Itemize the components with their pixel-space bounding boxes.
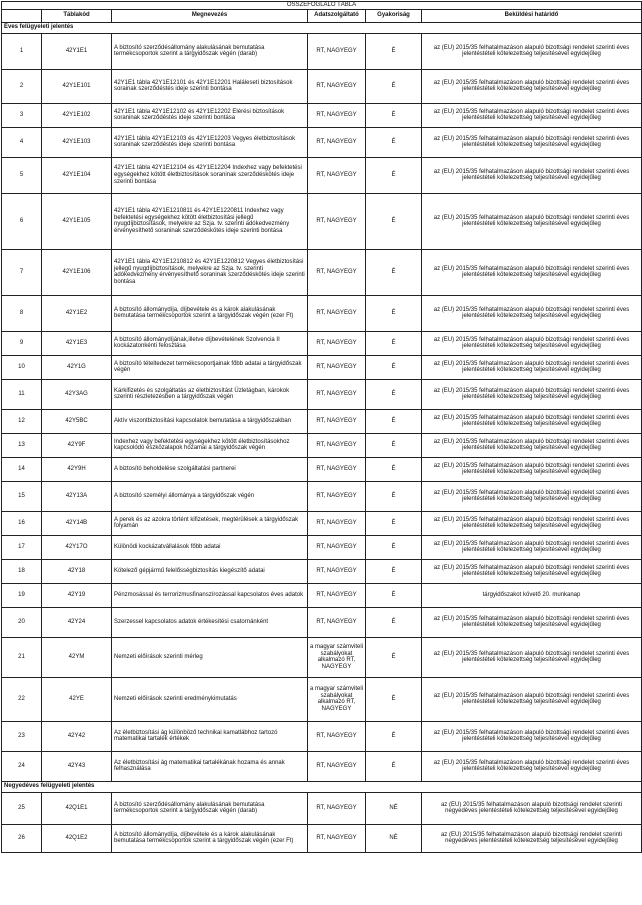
row-name: A biztosító állománydíja, díjbevétele és a károk alakulásának bemutatása termékcsoportok szerint a tárgyidőszak végén (ezer Ft) bbox=[112, 824, 308, 852]
row-provider: RT, NAGYEGY bbox=[308, 481, 366, 511]
row-provider: a magyar számviteli szabályokat alkalmazó RT, NAGYEGY bbox=[308, 637, 366, 677]
row-name: A biztosító tételtedezet termékcsoportjainak főbb adatai a tárgyidőszak végén bbox=[112, 355, 308, 379]
row-number: 10 bbox=[2, 355, 42, 379]
row-deadline: az (EU) 2015/35 felhatalmazáson alapuló bizottsági rendelet szerinti éves jelentéstételi kötelezettség teljesítésével egyidejűleg bbox=[422, 69, 642, 103]
row-provider: RT, NAGYEGY bbox=[308, 433, 366, 457]
row-frequency: NÉ bbox=[366, 824, 422, 852]
row-provider: RT, NAGYEGY bbox=[308, 103, 366, 127]
row-deadline: az (EU) 2015/35 felhatalmazáson alapuló bizottsági rendelet szerinti éves jelentéstételi kötelezettség teljesítésével egyidejűleg bbox=[422, 481, 642, 511]
row-number: 11 bbox=[2, 379, 42, 409]
row-code: 42Y1E105 bbox=[42, 193, 112, 249]
row-code: 42Y1E2 bbox=[42, 295, 112, 331]
table-row bbox=[2, 379, 642, 409]
row-deadline: az (EU) 2015/35 felhatalmazáson alapuló bizottsági rendelet szerinti éves jelentéstételi kötelezettség teljesítésével egyidejűleg bbox=[422, 637, 642, 677]
row-provider: RT, NAGYEGY bbox=[308, 249, 366, 295]
row-frequency: É bbox=[366, 559, 422, 583]
table-row bbox=[2, 583, 642, 607]
row-name: Szerzessel kapcsolatos adatok értékesítési csatornánként bbox=[112, 607, 308, 637]
table-row bbox=[2, 457, 642, 481]
header-number bbox=[2, 9, 42, 22]
row-name: Pénzmosással és terrorizmusfinanszírozással kapcsolatos éves adatok bbox=[112, 583, 308, 607]
row-number: 25 bbox=[2, 792, 42, 824]
table-row bbox=[2, 721, 642, 751]
row-frequency: É bbox=[366, 583, 422, 607]
row-code: 42Y1E103 bbox=[42, 127, 112, 157]
row-provider: RT, NAGYEGY bbox=[308, 511, 366, 535]
row-name: Kötelező gépjármű felelősségbiztosítás kiegészítő adatai bbox=[112, 559, 308, 583]
table-row bbox=[2, 535, 642, 559]
row-code: 42Q1E1 bbox=[42, 792, 112, 824]
table-row bbox=[2, 677, 642, 721]
row-number: 15 bbox=[2, 481, 42, 511]
row-deadline: az (EU) 2015/35 felhatalmazáson alapuló bizottsági rendelet szerinti éves jelentéstételi kötelezettség teljesítésével egyidejűleg bbox=[422, 127, 642, 157]
row-number: 12 bbox=[2, 409, 42, 433]
row-code: 42Y1E101 bbox=[42, 69, 112, 103]
table-row bbox=[2, 792, 642, 824]
row-frequency: É bbox=[366, 433, 422, 457]
row-deadline: az (EU) 2015/35 felhatalmazáson alapuló bizottsági rendelet szerinti éves jelentéstételi kötelezettség teljesítésével egyidejűleg bbox=[422, 677, 642, 721]
table-row bbox=[2, 295, 642, 331]
row-code: 42Y1E104 bbox=[42, 157, 112, 193]
row-frequency: É bbox=[366, 331, 422, 355]
row-name: 42Y1E1 tábla 42Y1E12102 és 42Y1E12202 Elérési biztosítások soraninak szerződéstés ideje szerinti bontása bbox=[112, 103, 308, 127]
row-provider: RT, NAGYEGY bbox=[308, 193, 366, 249]
table-row bbox=[2, 331, 642, 355]
row-provider: a magyar számviteli szabályokat alkalmazó RT, NAGYEGY bbox=[308, 677, 366, 721]
row-deadline: az (EU) 2015/35 felhatalmazáson alapuló bizottsági rendelet szerinti éves jelentéstételi kötelezettség teljesítésével egyidejűleg bbox=[422, 457, 642, 481]
row-code: 42YE bbox=[42, 677, 112, 721]
row-code: 42Y42 bbox=[42, 721, 112, 751]
header-code: Táblakód bbox=[42, 9, 112, 22]
row-provider: RT, NAGYEGY bbox=[308, 824, 366, 852]
row-provider: RT, NAGYEGY bbox=[308, 792, 366, 824]
row-number: 24 bbox=[2, 751, 42, 781]
row-name: 42Y1E1 tábla 42Y1E12104 és 42Y1E12204 Indexhez vagy befektetési egységekhez kötött életbiztosítások soraninak szerződéskötés ideje szerinti bontása bbox=[112, 157, 308, 193]
row-frequency: É bbox=[366, 355, 422, 379]
row-provider: RT, NAGYEGY bbox=[308, 379, 366, 409]
row-code: 42Y9H bbox=[42, 457, 112, 481]
row-deadline: az (EU) 2015/35 felhatalmazáson alapuló bizottsági rendelet szerinti éves jelentéstételi kötelezettség teljesítésével egyidejűleg bbox=[422, 511, 642, 535]
row-number: 6 bbox=[2, 193, 42, 249]
row-name: A perek és az azokra történt kifizetések, megtérülések a tárgyidőszak folyamán bbox=[112, 511, 308, 535]
row-code: 42YM bbox=[42, 637, 112, 677]
row-deadline: az (EU) 2015/35 felhatalmazáson alapuló bizottsági rendelet szerinti éves jelentéstételi kötelezettség teljesítésével egyidejűleg bbox=[422, 157, 642, 193]
row-deadline: az (EU) 2015/35 felhatalmazáson alapuló bizottsági rendelet szerinti éves jelentéstételi kötelezettség teljesítésével egyidejűleg bbox=[422, 331, 642, 355]
row-code: 42Y9F bbox=[42, 433, 112, 457]
row-deadline: az (EU) 2015/35 felhatalmazáson alapuló bizottsági rendelet szerinti éves jelentéstételi kötelezettség teljesítésével egyidejűleg bbox=[422, 295, 642, 331]
row-provider: RT, NAGYEGY bbox=[308, 331, 366, 355]
row-frequency: É bbox=[366, 481, 422, 511]
row-code: 42Y43 bbox=[42, 751, 112, 781]
row-frequency: É bbox=[366, 249, 422, 295]
section-header bbox=[2, 781, 642, 792]
row-code: 42Q1E2 bbox=[42, 824, 112, 852]
row-provider: RT, NAGYEGY bbox=[308, 583, 366, 607]
row-code: 42Y17O bbox=[42, 535, 112, 559]
table-row bbox=[2, 249, 642, 295]
section-label: Negyedéves felügyeleti jelentés bbox=[2, 781, 642, 792]
table-row bbox=[2, 193, 642, 249]
table-title: ÖSSZEFOGLALÓ TÁBLA bbox=[2, 2, 642, 10]
row-frequency: É bbox=[366, 379, 422, 409]
row-deadline: az (EU) 2015/35 felhatalmazáson alapuló bizottsági rendelet szerinti éves jelentéstételi kötelezettség teljesítésével egyidejűleg bbox=[422, 751, 642, 781]
row-number: 8 bbox=[2, 295, 42, 331]
row-deadline: az (EU) 2015/35 felhatalmazáson alapuló bizottsági rendelet szerinti éves jelentéstételi kötelezettség teljesítésével egyidejűleg bbox=[422, 559, 642, 583]
row-frequency: É bbox=[366, 677, 422, 721]
row-name: Indexhez vagy befektetési egységekhez kötött életbiztosításokhoz kapcsolódó eszközalapok hozamai a tárgyidőszak végén bbox=[112, 433, 308, 457]
row-number: 20 bbox=[2, 607, 42, 637]
row-name: Nemzeti előírások szerinti eredménykimutatás bbox=[112, 677, 308, 721]
row-frequency: É bbox=[366, 457, 422, 481]
row-name: A biztosító beholdelése szolgáltatási partnerei bbox=[112, 457, 308, 481]
row-frequency: É bbox=[366, 157, 422, 193]
row-name: 42Y1E1 tábla 42Y1E1210812 és 42Y1E1220812 Vegyes életbiztosítási jellegű nyugdíjbiztosítások, melyekre az Szja. tv. szerinti adókedvezmény érvényesíthető soraninak szerződéskötés ideje szerinti bontása bbox=[112, 249, 308, 295]
row-number: 14 bbox=[2, 457, 42, 481]
row-number: 13 bbox=[2, 433, 42, 457]
row-frequency: É bbox=[366, 69, 422, 103]
row-name: A biztosító állománydíja, díjbevétele és a károk alakulásának bemutatása termékcsoportok szerint a tárgyidőszak végén (ezer Ft) bbox=[112, 295, 308, 331]
row-number: 17 bbox=[2, 535, 42, 559]
table-row bbox=[2, 559, 642, 583]
row-name: Az életbiztosítási ág matematikai tartalékának hozama és annak felhasználása bbox=[112, 751, 308, 781]
table-row bbox=[2, 481, 642, 511]
row-deadline: az (EU) 2015/35 felhatalmazáson alapuló bizottsági rendelet szerinti éves jelentéstételi kötelezettség teljesítésével egyidejűleg bbox=[422, 249, 642, 295]
row-frequency: É bbox=[366, 103, 422, 127]
row-frequency: É bbox=[366, 535, 422, 559]
row-provider: RT, NAGYEGY bbox=[308, 33, 366, 69]
row-frequency: É bbox=[366, 295, 422, 331]
row-frequency: É bbox=[366, 721, 422, 751]
row-number: 23 bbox=[2, 721, 42, 751]
row-number: 18 bbox=[2, 559, 42, 583]
table-row bbox=[2, 409, 642, 433]
row-number: 26 bbox=[2, 824, 42, 852]
row-code: 42Y5BC bbox=[42, 409, 112, 433]
row-name: A biztosító személyi állománya a tárgyidőszak végén bbox=[112, 481, 308, 511]
row-deadline: az (EU) 2015/35 felhatalmazáson alapuló bizottsági rendelet szerinti éves jelentéstételi kötelezettség teljesítésével egyidejűleg bbox=[422, 433, 642, 457]
row-deadline: az (EU) 2015/35 felhatalmazáson alapuló bizottsági rendelet szerinti éves jelentéstételi kötelezettség teljesítésével egyidejűleg bbox=[422, 193, 642, 249]
row-provider: RT, NAGYEGY bbox=[308, 409, 366, 433]
row-deadline: az (EU) 2015/35 felhatalmazáson alapuló bizottsági rendelet szerinti éves jelentéstételi kötelezettség teljesítésével egyidejűleg bbox=[422, 721, 642, 751]
table-row bbox=[2, 103, 642, 127]
section-header bbox=[2, 22, 642, 33]
table-row bbox=[2, 69, 642, 103]
header-provider: Adatszolgáltató bbox=[308, 9, 366, 22]
row-provider: RT, NAGYEGY bbox=[308, 721, 366, 751]
row-frequency: É bbox=[366, 409, 422, 433]
row-provider: RT, NAGYEGY bbox=[308, 457, 366, 481]
table-row bbox=[2, 824, 642, 852]
row-name: A biztosító szerződésállomány alakulásának bemutatása termékcsoportok szerint a tárgyidőszak végén (darab) bbox=[112, 792, 308, 824]
row-number: 4 bbox=[2, 127, 42, 157]
row-code: 42Y14B bbox=[42, 511, 112, 535]
row-code: 42Y3AG bbox=[42, 379, 112, 409]
row-name: Kárkifizetés és szolgáltatás az életbiztosítást Üzletágban, károkok szerinti részletezésben a tárgyidőszak végén bbox=[112, 379, 308, 409]
row-number: 19 bbox=[2, 583, 42, 607]
table-row bbox=[2, 157, 642, 193]
row-number: 21 bbox=[2, 637, 42, 677]
row-deadline: az (EU) 2015/35 felhatalmazáson alapuló bizottsági rendelet szerinti éves jelentéstételi kötelezettség teljesítésével egyidejűleg bbox=[422, 535, 642, 559]
header-name: Megnevezés bbox=[112, 9, 308, 22]
row-frequency: É bbox=[366, 193, 422, 249]
table-row bbox=[2, 127, 642, 157]
row-code: 42Y1E1 bbox=[42, 33, 112, 69]
table-row bbox=[2, 511, 642, 535]
table-row bbox=[2, 637, 642, 677]
row-number: 9 bbox=[2, 331, 42, 355]
summary-table bbox=[1, 1, 642, 853]
row-frequency: É bbox=[366, 637, 422, 677]
row-name: Aktív viszontbiztosítási kapcsolatok bemutatása a tárgyidőszakban bbox=[112, 409, 308, 433]
row-deadline: az (EU) 2015/35 felhatalmazáson alapuló bizottsági rendelet szerinti negyedéves jelentéstételi kötelezettség teljesítésével egyidejűleg bbox=[422, 792, 642, 824]
row-number: 1 bbox=[2, 33, 42, 69]
row-code: 42Y18 bbox=[42, 559, 112, 583]
row-number: 5 bbox=[2, 157, 42, 193]
row-name: 42Y1E1 tábla 42Y1E12103 és 42Y1E12203 Vegyes életbiztosítások soraninak szerződéstés ideje szerinti bontása bbox=[112, 127, 308, 157]
table-row bbox=[2, 433, 642, 457]
row-name: Nemzeti előírások szerinti mérleg bbox=[112, 637, 308, 677]
row-deadline: az (EU) 2015/35 felhatalmazáson alapuló bizottsági rendelet szerinti éves jelentéstételi kötelezettség teljesítésével egyidejűleg bbox=[422, 103, 642, 127]
row-number: 7 bbox=[2, 249, 42, 295]
row-number: 3 bbox=[2, 103, 42, 127]
row-provider: RT, NAGYEGY bbox=[308, 127, 366, 157]
row-provider: RT, NAGYEGY bbox=[308, 157, 366, 193]
row-deadline: az (EU) 2015/35 felhatalmazáson alapuló bizottsági rendelet szerinti éves jelentéstételi kötelezettség teljesítésével egyidejűleg bbox=[422, 355, 642, 379]
row-number: 16 bbox=[2, 511, 42, 535]
row-deadline: az (EU) 2015/35 felhatalmazáson alapuló bizottsági rendelet szerinti negyedéves jelentéstételi kötelezettség teljesítésével egyidejűleg bbox=[422, 824, 642, 852]
header-deadline: Beküldési határidő bbox=[422, 9, 642, 22]
row-provider: RT, NAGYEGY bbox=[308, 355, 366, 379]
table-row bbox=[2, 607, 642, 637]
row-code: 42Y1E3 bbox=[42, 331, 112, 355]
row-provider: RT, NAGYEGY bbox=[308, 535, 366, 559]
row-provider: RT, NAGYEGY bbox=[308, 607, 366, 637]
row-code: 42Y1E106 bbox=[42, 249, 112, 295]
row-code: 42Y24 bbox=[42, 607, 112, 637]
row-name: A biztosító állománydíjának,illetve díjbevételének Szolvencia II kockázatonkénti felosztása bbox=[112, 331, 308, 355]
row-provider: RT, NAGYEGY bbox=[308, 559, 366, 583]
row-name: 42Y1E1 tábla 42Y1E12101 és 42Y1E12201 Halálesetí biztosítások sorainak szerződéstés ideje szerinti bontása bbox=[112, 69, 308, 103]
row-deadline: tárgyidőszakot követő 20. munkanap bbox=[422, 583, 642, 607]
row-frequency: É bbox=[366, 127, 422, 157]
table-row bbox=[2, 355, 642, 379]
row-code: 42Y1G bbox=[42, 355, 112, 379]
row-frequency: É bbox=[366, 511, 422, 535]
row-deadline: az (EU) 2015/35 felhatalmazáson alapuló bizottsági rendelet szerinti éves jelentéstételi kötelezettség teljesítésével egyidejűleg bbox=[422, 409, 642, 433]
row-name: Különödi kockázatvállalások főbb adatai bbox=[112, 535, 308, 559]
row-frequency: É bbox=[366, 751, 422, 781]
row-code: 42Y19 bbox=[42, 583, 112, 607]
row-frequency: É bbox=[366, 33, 422, 69]
table-body bbox=[2, 22, 642, 852]
row-name: Az életbiztosítási ág különböző technikai kamatlábhoz tartozó matematikai tartalék értékek bbox=[112, 721, 308, 751]
row-frequency: NÉ bbox=[366, 792, 422, 824]
row-code: 42Y13A bbox=[42, 481, 112, 511]
row-code: 42Y1E102 bbox=[42, 103, 112, 127]
row-name: A biztosító szerződésállomány alakulásának bemutatása termékcsoportok szerint a tárgyidőszak végén (darab) bbox=[112, 33, 308, 69]
section-label: Éves felügyeleti jelentés bbox=[2, 22, 642, 33]
row-number: 2 bbox=[2, 69, 42, 103]
row-frequency: É bbox=[366, 607, 422, 637]
header-frequency: Gyakoriság bbox=[366, 9, 422, 22]
row-deadline: az (EU) 2015/35 felhatalmazáson alapuló bizottsági rendelet szerinti éves jelentéstételi kötelezettség teljesítésével egyidejűleg bbox=[422, 379, 642, 409]
row-name: 42Y1E1 tábla 42Y1E1210811 és 42Y1E1220811 Indexhez vagy befektetési egységekhez kötött életbiztosítási jellegű nyugdíjbiztosítások, melyekre az Szja. tv. szerinti adókedvezmény érvényesíthető soraninak szerződéskötés ideje szerinti bontása bbox=[112, 193, 308, 249]
row-provider: RT, NAGYEGY bbox=[308, 751, 366, 781]
table-row bbox=[2, 751, 642, 781]
row-provider: RT, NAGYEGY bbox=[308, 69, 366, 103]
row-provider: RT, NAGYEGY bbox=[308, 295, 366, 331]
row-deadline: az (EU) 2015/35 felhatalmazáson alapuló bizottsági rendelet szerinti éves jelentéstételi kötelezettség teljesítésével egyidejűleg bbox=[422, 33, 642, 69]
row-number: 22 bbox=[2, 677, 42, 721]
row-deadline: az (EU) 2015/35 felhatalmazáson alapuló bizottsági rendelet szerinti éves jelentéstételi kötelezettség teljesítésével egyidejűleg bbox=[422, 607, 642, 637]
table-row bbox=[2, 33, 642, 69]
